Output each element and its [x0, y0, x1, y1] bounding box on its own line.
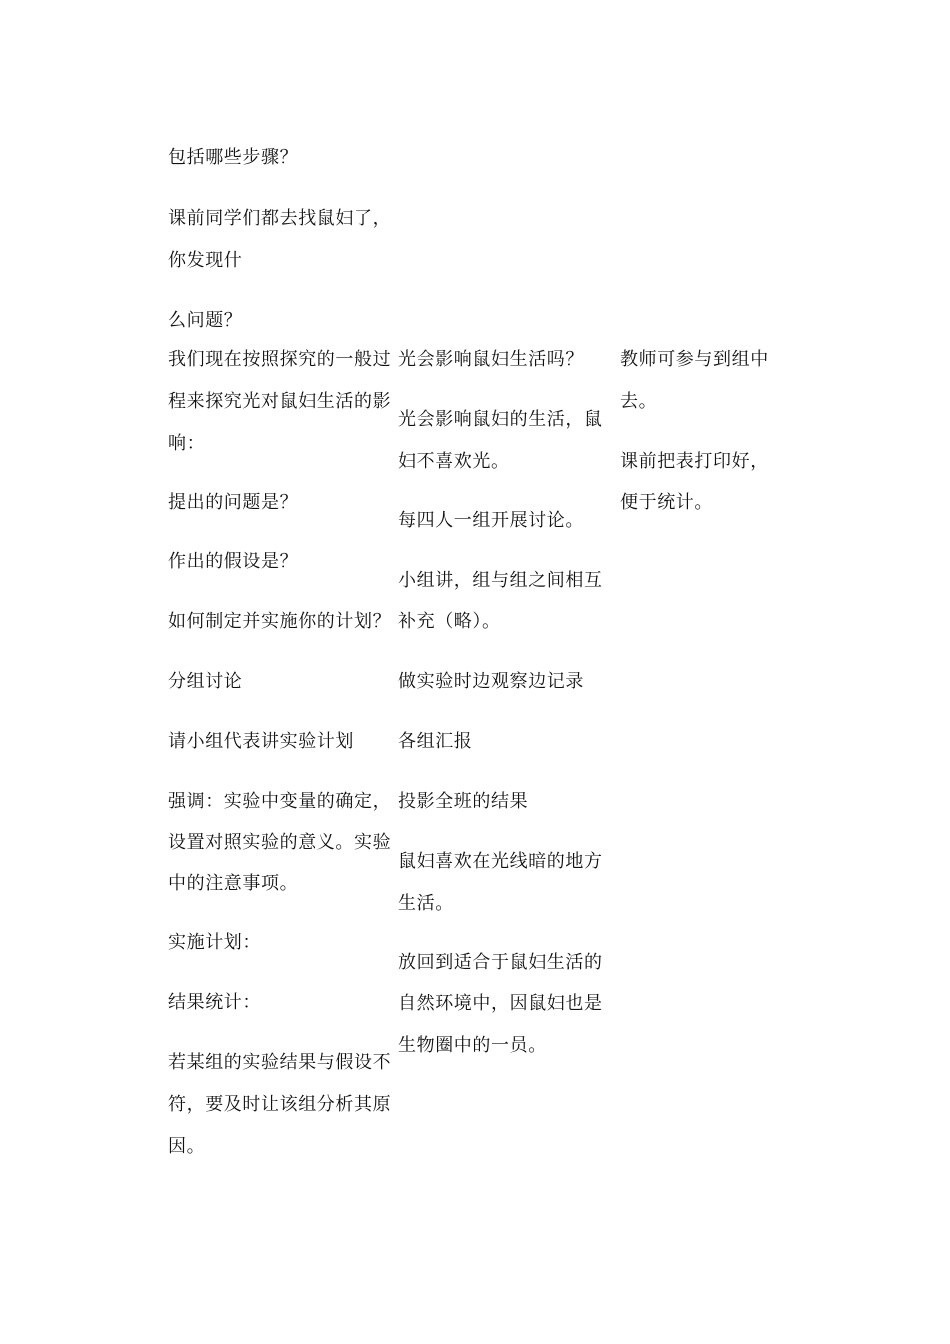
text-line: 生物圈中的一员。 — [398, 1035, 547, 1056]
text-line: 做实验时边观察边记录 — [398, 671, 584, 692]
text-line: 你发现什 — [168, 250, 243, 271]
text-line: 包括哪些步骤？ — [168, 147, 299, 168]
text-line: 强调：实验中变量的确定， — [168, 791, 392, 812]
text-line: 光会影响鼠妇的生活，鼠 — [398, 409, 603, 430]
text-line: 结果统计： — [168, 992, 261, 1013]
text-line: 鼠妇喜欢在光线暗的地方 — [398, 851, 603, 872]
text-line: 因。 — [168, 1136, 206, 1157]
text-line: 我们现在按照探究的一般过 — [168, 349, 392, 370]
text-line: 光会影响鼠妇生活吗？ — [398, 349, 584, 370]
text-line: 响： — [168, 433, 206, 454]
text-line: 程来探究光对鼠妇生活的影 — [168, 391, 392, 412]
text-line: 便于统计。 — [620, 492, 713, 513]
text-line: 实施计划： — [168, 932, 261, 953]
text-line: 分组讨论 — [168, 671, 243, 692]
text-line: 生活。 — [398, 893, 454, 914]
text-line: 如何制定并实施你的计划？ — [168, 611, 392, 632]
text-line: 补充（略）。 — [398, 611, 501, 632]
text-line: 教师可参与到组中 — [620, 349, 769, 370]
text-line: 课前同学们都去找鼠妇了， — [168, 208, 392, 229]
text-line: 每四人一组开展讨论。 — [398, 510, 584, 531]
text-line: 课前把表打印好， — [620, 451, 769, 472]
text-line: 提出的问题是？ — [168, 492, 299, 513]
text-line: 若某组的实验结果与假设不 — [168, 1052, 392, 1073]
text-line: 作出的假设是？ — [168, 551, 299, 572]
text-line: 投影全班的结果 — [398, 791, 529, 812]
text-line: 小组讲，组与组之间相互 — [398, 570, 603, 591]
text-line: 设置对照实验的意义。实验 — [168, 832, 392, 853]
text-line: 各组汇报 — [398, 731, 473, 752]
text-line: 妇不喜欢光。 — [398, 451, 510, 472]
text-line: 符，要及时让该组分析其原 — [168, 1094, 392, 1115]
text-line: 自然环境中，因鼠妇也是 — [398, 993, 603, 1014]
text-line: 请小组代表讲实验计划 — [168, 731, 354, 752]
text-line: 放回到适合于鼠妇生活的 — [398, 952, 603, 973]
text-line: 中的注意事项。 — [168, 873, 299, 894]
text-line: 去。 — [620, 391, 658, 412]
text-line: 么问题？ — [168, 310, 243, 331]
